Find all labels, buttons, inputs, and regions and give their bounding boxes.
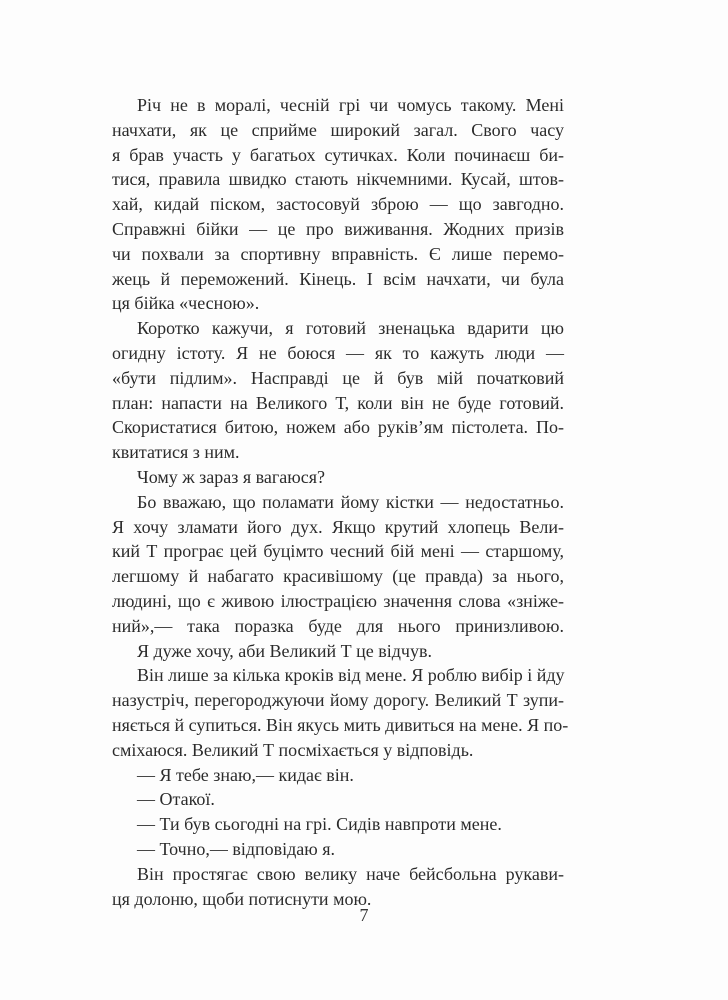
- text-line: — Точно,— відповідаю я.: [137, 838, 336, 859]
- text-line: Я дуже хочу, аби Великий Т це відчув.: [137, 640, 432, 661]
- text-line: Чому ж зараз я вагаюся?: [137, 466, 325, 487]
- text-line: — Я тебе знаю,— кидає він.: [137, 764, 354, 785]
- text-line: назустріч, перегороджуючи йому дорогу. Великий Т зупи-: [112, 690, 564, 711]
- page-number: 7: [359, 905, 369, 925]
- text-line: план: напасти на Великого Т, коли він не буде готовий.: [112, 392, 564, 413]
- text-line: квитатися з ним.: [112, 442, 240, 463]
- text-line: людині, що є живою ілюстрацією значення слова «зніже-: [112, 590, 564, 611]
- text-line: сміхаюся. Великий Т посміхається у відповідь.: [112, 739, 474, 760]
- text-line: — Ти був сьогодні на грі. Сидів навпроти мене.: [137, 814, 502, 835]
- text-line: я брав участь у багатьох сутичках. Коли починаєш би-: [112, 144, 564, 165]
- text-line: Я хочу зламати його дух. Якщо крутий хлопець Вели-: [112, 516, 564, 537]
- text-line: — Отакої.: [137, 789, 215, 810]
- text-line: жець й переможений. Кінець. І всім начхати, чи була: [112, 268, 564, 289]
- text-line: ний»,— така поразка буде для нього принизливою.: [112, 615, 564, 636]
- text-line: Він лише за кілька кроків від мене. Я роблю вибір і йду: [137, 665, 565, 686]
- text-line: «бути підлим». Насправді це й був мій початковий: [112, 367, 564, 388]
- text-line: Річ не в моралі, чесній грі чи чомусь такому. Мені: [137, 95, 564, 115]
- text-line: Бо вважаю, що поламати йому кістки — недостатньо.: [137, 491, 564, 512]
- text-line: ця бійка «чесною».: [112, 293, 260, 314]
- text-line: кий Т програє цей буцімто чесний бій мені — старшому,: [112, 541, 564, 562]
- text-line: тися, правила швидко стають нікчемними. Кусай, штов-: [112, 169, 564, 190]
- text-line: легшому й набагато красивішому (це правда) за нього,: [112, 566, 564, 587]
- text-line: огидну істоту. Я не боюся — як то кажуть люди —: [112, 342, 564, 363]
- text-line: ця долоню, щоби потиснути мою.: [112, 888, 372, 909]
- text-line: няється й супиться. Він якусь мить дивиться на мене. Я по-: [112, 714, 569, 735]
- body-text: [112, 93, 569, 911]
- text-line: Скористатися битою, ножем або руків’ям пістолета. По-: [112, 417, 564, 438]
- text-line: Справжні бійки — це про виживання. Жодних призів: [112, 218, 564, 239]
- text-line: Коротко кажучи, я готовий зненацька вдарити цю: [137, 318, 564, 339]
- text-line: начхати, як це сприйме широкий загал. Свого часу: [112, 119, 564, 140]
- text-line: хай, кидай піском, застосовуй зброю — що завгодно.: [112, 194, 564, 215]
- text-line: чи похвали за спортивну вправність. Є лише перемо-: [112, 243, 564, 264]
- text-line: Він простягає свою велику наче бейсбольна рукави-: [137, 863, 564, 884]
